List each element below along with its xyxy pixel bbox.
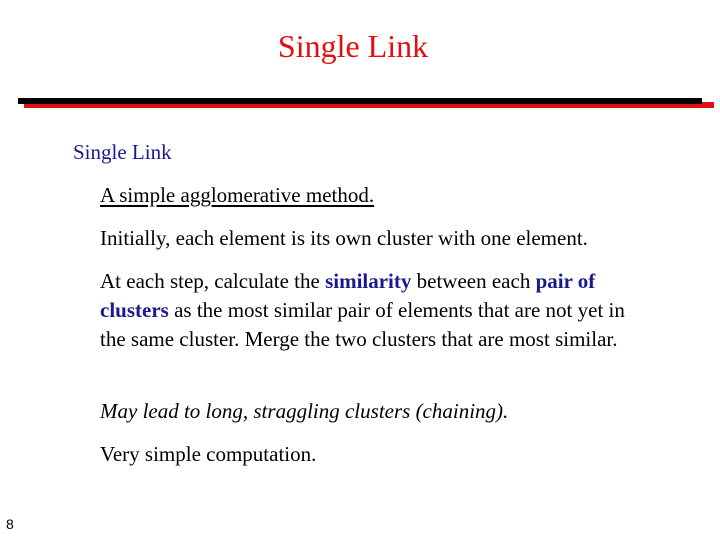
- slide-title: Single Link: [277, 28, 429, 64]
- bullet-each-step-part2: between each: [411, 269, 536, 293]
- bullet-simple-method-text: A simple agglomerative method.: [100, 183, 375, 207]
- page-number: 8: [6, 516, 14, 532]
- bullet-each-step-part1: At each step, calculate the: [100, 269, 326, 293]
- bullet-simple-computation: Very simple computation.: [100, 442, 317, 466]
- bullet-simple-method: [100, 181, 660, 210]
- term-pair-of-clusters: pair of clusters: [100, 269, 596, 322]
- section-heading: Single Link: [73, 140, 172, 164]
- bullet-initial-clusters: Initially, each element is its own cluster with one element.: [100, 226, 588, 250]
- title-rule: [18, 98, 702, 104]
- bullet-each-step-part3: as the most similar pair of elements that are not yet in the same cluster. Merge the two clusters that are most similar.: [100, 298, 625, 351]
- bullet-chaining: May lead to long, straggling clusters (chaining).: [100, 399, 509, 423]
- term-similarity: similarity: [325, 269, 412, 293]
- bullet-each-step: [100, 267, 655, 354]
